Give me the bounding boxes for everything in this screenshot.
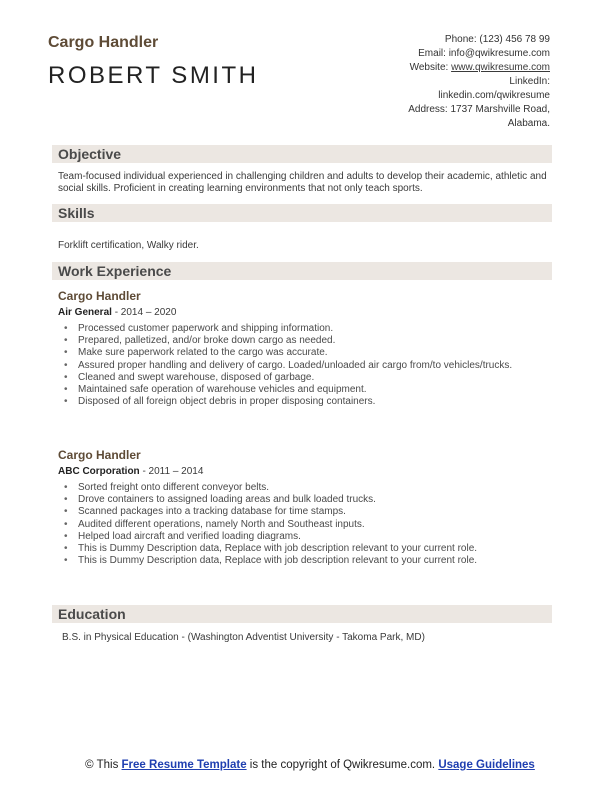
list-item: • Make sure paperwork related to the cargo was accurate. xyxy=(64,347,544,359)
list-item: • Assured proper handling and delivery of cargo. Loaded/unloaded air cargo from/to vehicles/trucks. xyxy=(64,360,544,372)
job-2-dates: - 2011 – 2014 xyxy=(139,466,204,477)
education-section-header xyxy=(52,605,552,623)
contact-linkedin: linkedin.com/qwikresume xyxy=(438,90,550,101)
list-item: • Audited different operations, namely North and Southeast inputs. xyxy=(64,519,544,531)
job-1-company-line xyxy=(58,307,176,318)
job-2-bullets xyxy=(64,482,544,567)
job-1-role: Cargo Handler xyxy=(58,289,141,303)
job-1-bullets xyxy=(64,323,544,408)
job-1-dates: - 2014 – 2020 xyxy=(111,307,177,318)
contact-linkedin-label: LinkedIn: xyxy=(509,76,550,87)
list-item: • This is Dummy Description data, Replace with job description relevant to your current role. xyxy=(64,555,544,567)
job-2-company-line xyxy=(58,466,203,477)
website-link[interactable]: www.qwikresume.com xyxy=(451,62,550,73)
list-item: • Sorted freight onto different conveyor belts. xyxy=(64,482,544,494)
education-heading: Education xyxy=(58,606,126,622)
contact-email: Email: info@qwikresume.com xyxy=(418,48,550,59)
contact-phone: Phone: (123) 456 78 99 xyxy=(444,34,550,45)
list-item: • Cleaned and swept warehouse, disposed of garbage. xyxy=(64,372,544,384)
list-item: • Maintained safe operation of warehouse vehicles and equipment. xyxy=(64,384,544,396)
footer-copyright xyxy=(60,758,560,772)
job-2-company: ABC Corporation xyxy=(58,466,140,477)
candidate-name: ROBERT SMITH xyxy=(48,62,259,89)
work-heading: Work Experience xyxy=(58,263,172,279)
objective-section-header xyxy=(52,145,552,163)
contact-website xyxy=(320,61,550,75)
objective-heading: Objective xyxy=(58,146,122,162)
list-item: • Disposed of all foreign object debris in proper disposing containers. xyxy=(64,396,544,408)
list-item: • This is Dummy Description data, Replace with job description relevant to your current role. xyxy=(64,543,544,555)
list-item: • Helped load aircraft and verified loading diagrams. xyxy=(64,531,544,543)
list-item: • Scanned packages into a tracking database for time stamps. xyxy=(64,506,544,518)
job-2-role: Cargo Handler xyxy=(58,448,141,462)
skills-section-header xyxy=(52,204,552,222)
list-item: • Processed customer paperwork and shipping information. xyxy=(64,323,544,335)
list-item: • Prepared, palletized, and/or broke down cargo as needed. xyxy=(64,335,544,347)
education-text: B.S. in Physical Education - (Washington Adventist University - Takoma Park, MD) xyxy=(62,632,425,643)
objective-text: Team-focused individual experienced in challenging children and adults to develop their academic, athletic and social skills. Proficient in creating learning environments that not only teach sports. xyxy=(58,171,547,194)
contact-address-line1: Address: 1737 Marshville Road, xyxy=(408,104,550,115)
contact-block xyxy=(320,33,550,131)
job-1-company: Air General xyxy=(58,307,112,318)
usage-guidelines-link[interactable]: Usage Guidelines xyxy=(438,759,535,771)
skills-heading: Skills xyxy=(58,205,95,221)
contact-website-label: Website: xyxy=(409,62,452,73)
list-item: • Drove containers to assigned loading areas and bulk loaded trucks. xyxy=(64,494,544,506)
free-resume-template-link[interactable]: Free Resume Template xyxy=(121,759,247,771)
skills-text: Forklift certification, Walky rider. xyxy=(58,240,199,251)
contact-address-line2: Alabama. xyxy=(507,118,550,129)
header-job-title: Cargo Handler xyxy=(48,34,159,51)
work-section-header xyxy=(52,262,552,280)
footer-middle: is the copyright of Qwikresume.com. xyxy=(246,759,439,771)
footer-prefix: © This xyxy=(85,759,122,771)
